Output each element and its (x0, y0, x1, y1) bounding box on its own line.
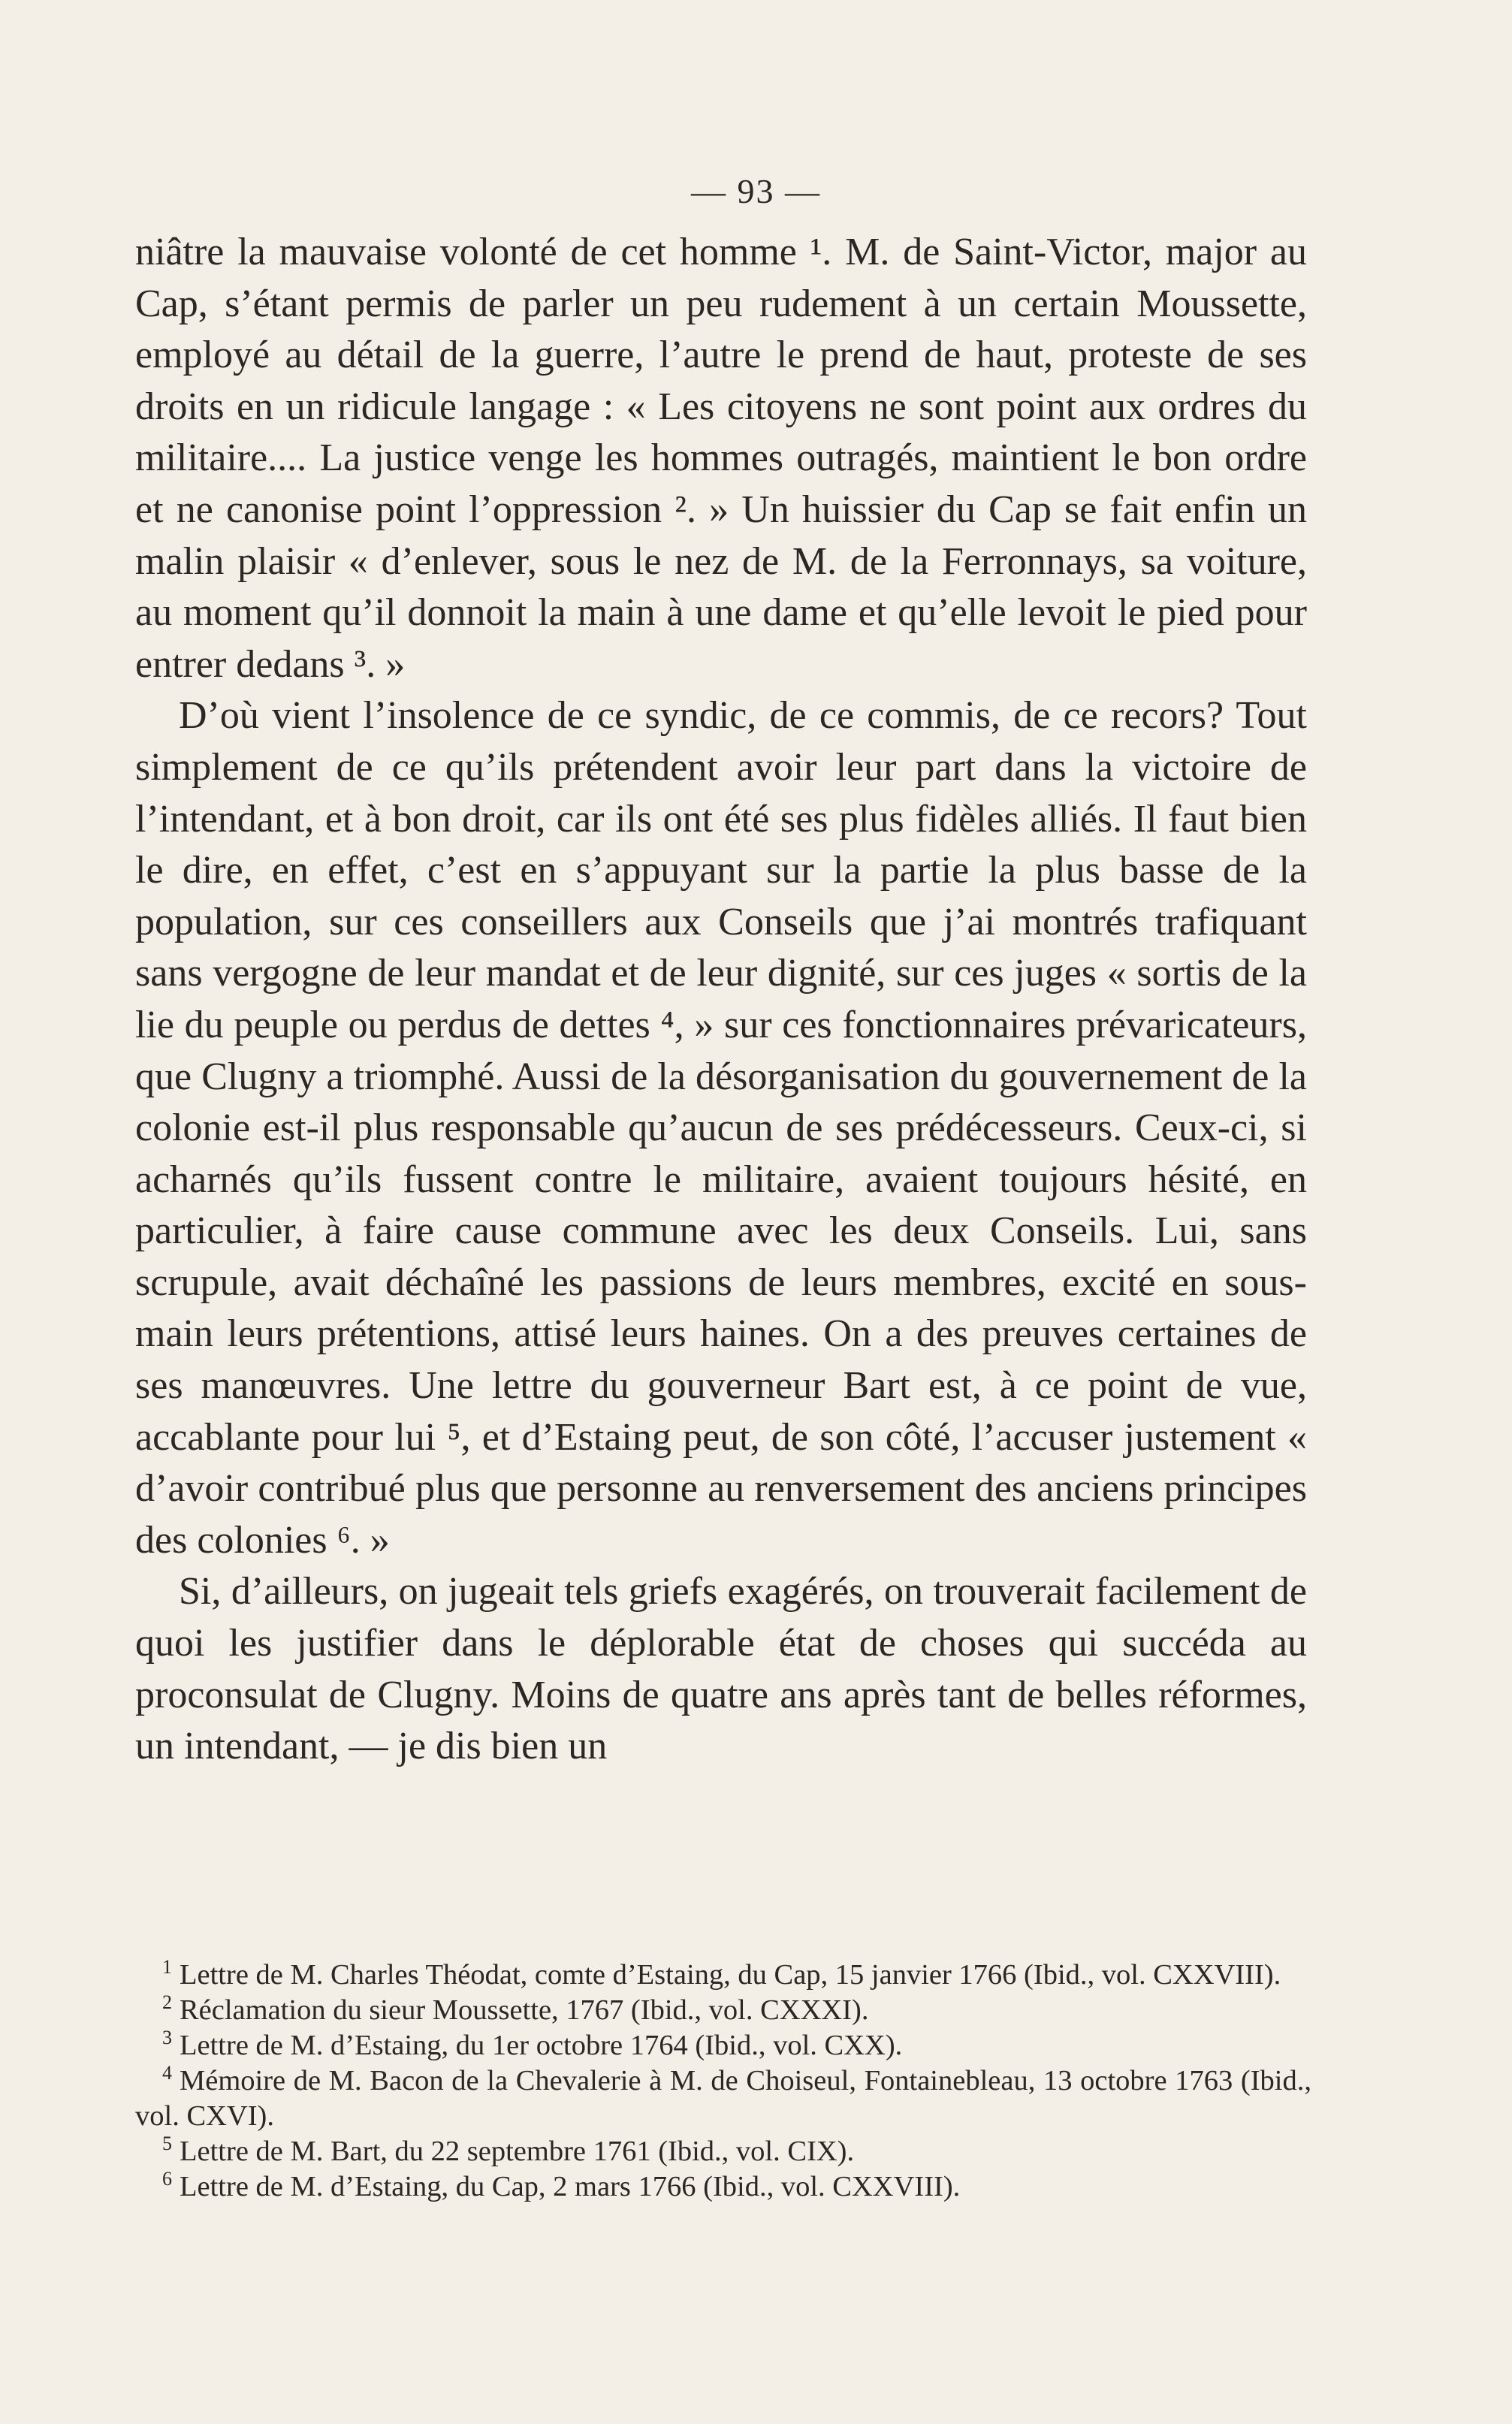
footnotes (135, 1958, 1311, 2205)
footnote (135, 2028, 1311, 2063)
footnote-marker: 4 (162, 2062, 172, 2084)
main-text (135, 227, 1307, 1773)
footnote-marker: 5 (162, 2133, 172, 2155)
paragraph: D’où vient l’insolence de ce syndic, de ce commis, de ce recors? Tout simplement de ce qu’ils prétendent avoir leur part dans la victoire de l’intendant, et à bon droit, car ils ont été ses plus fidèles alliés. Il faut bien le dire, en effet, c’est en s’appuyant sur la partie la plus basse de la population, sur ces conseillers aux Conseils que j’ai montrés trafiquant sans vergogne de leur mandat et de leur dignité, sur ces juges « sortis de la lie du peuple ou perdus de dettes ⁴, » sur ces fonctionnaires prévaricateurs, que Clugny a triomphé. Aussi de la désorganisation du gouvernement de la colonie est-il plus responsable qu’aucun de ses prédécesseurs. Ceux-ci, si acharnés qu’ils fussent contre le militaire, avaient toujours hésité, en particulier, à faire cause commune avec les deux Conseils. Lui, sans scrupule, avait déchaîné les passions de leurs membres, excité en sous-main leurs prétentions, attisé leurs haines. On a des preuves certaines de ses manœuvres. Une lettre du gouverneur Bart est, à ce point de vue, accablante pour lui ⁵, et d’Estaing peut, de son côté, l’accuser justement « d’avoir contribué plus que personne au renversement des anciens principes des colonies ⁶. » (135, 694, 1307, 1562)
footnote-text: Lettre de M. d’Estaing, du 1er octobre 1764 (Ibid., vol. CXX). (180, 2030, 903, 2061)
page-number: — 93 — (691, 172, 821, 210)
footnote-marker: 3 (162, 2027, 172, 2049)
paragraph: Si, d’ailleurs, on jugeait tels griefs exagérés, on trouverait facilement de quoi les justifier dans le déplorable état de choses qui succéda au proconsulat de Clugny. Moins de quatre ans après tant de belles réformes, un intendant, — je dis bien un (135, 1570, 1307, 1768)
footnote-marker: 1 (162, 1956, 172, 1979)
footnote-text: Lettre de M. Charles Théodat, comte d’Estaing, du Cap, 15 janvier 1766 (Ibid., vol. CXXVIII). (180, 1959, 1281, 1991)
footnote-text: Lettre de M. d’Estaing, du Cap, 2 mars 1766 (Ibid., vol. CXXVIII). (180, 2171, 961, 2202)
footnote (135, 2063, 1311, 2134)
footnote (135, 2134, 1311, 2169)
footnote-text: Réclamation du sieur Moussette, 1767 (Ibid., vol. CXXXI). (180, 1994, 869, 2026)
footnote-text: Lettre de M. Bart, du 22 septembre 1761 (Ibid., vol. CIX). (180, 2136, 855, 2167)
footnote-marker: 2 (162, 1991, 172, 2014)
paragraph: niâtre la mauvaise volonté de cet homme ¹. M. de Saint-Victor, major au Cap, s’étant permis de parler un peu rudement à un certain Moussette, employé au détail de la guerre, l’autre le prend de haut, proteste de ses droits en un ridicule langage : « Les citoyens ne sont point aux ordres du militaire.... La justice venge les hommes outragés, maintient le bon ordre et ne canonise point l’oppression ². » Un huissier du Cap se fait enfin un malin plaisir « d’enlever, sous le nez de M. de la Ferronnays, sa voiture, au moment qu’il donnoit la main à une dame et qu’elle levoit le pied pour entrer dedans ³. » (135, 231, 1307, 686)
footnote-marker: 6 (162, 2168, 172, 2190)
footnote (135, 2169, 1311, 2205)
footnote-text: Mémoire de M. Bacon de la Chevalerie à M. de Choiseul, Fontainebleau, 13 octobre 1763 (Ibid., vol. CXVI). (135, 2065, 1311, 2132)
footnote (135, 1993, 1311, 2028)
footnote (135, 1958, 1311, 1993)
